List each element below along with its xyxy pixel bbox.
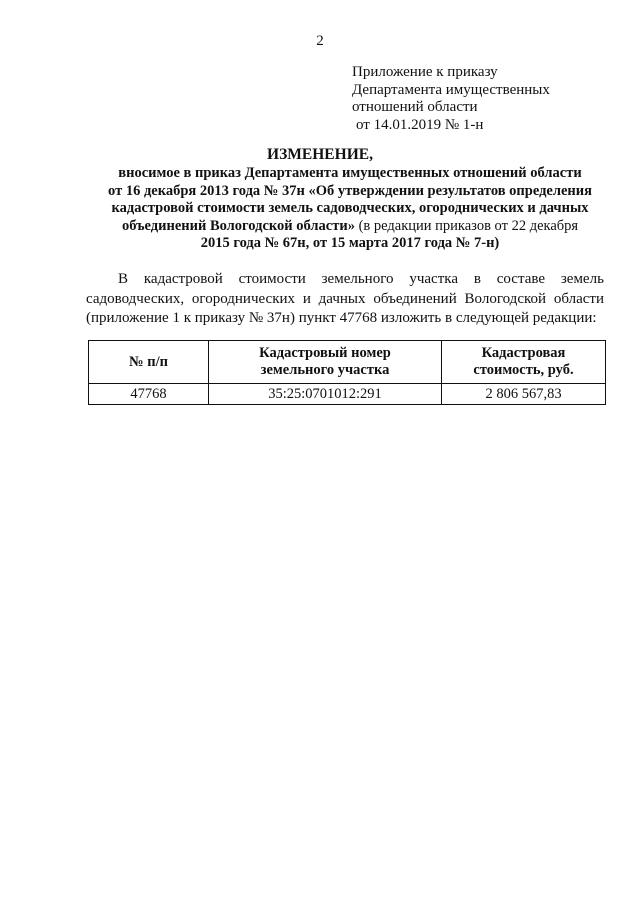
- word: дачных: [318, 290, 366, 307]
- header-cadastral-value: [442, 341, 606, 384]
- subtitle-line: кадастровой стоимости земель садоводческих, огороднических и дачных: [111, 200, 589, 216]
- cadastral-table: [88, 340, 606, 405]
- header-line: Кадастровая: [481, 345, 566, 361]
- subtitle-line: вносимое в приказ Департамента имущественных отношений области: [118, 165, 582, 181]
- header-number: № п/п: [89, 341, 209, 384]
- word: и: [302, 290, 311, 307]
- paragraph-text: (приложение 1 к приказу № 37н) пункт 47768 изложить в следующей редакции:: [86, 310, 597, 326]
- subtitle-line: объединений Вологодской области»: [121, 217, 355, 234]
- word: составе: [496, 271, 546, 287]
- document-subtitle: [80, 165, 620, 253]
- appendix-line: Департамента имущественных: [352, 81, 550, 98]
- cell-number: 47768: [89, 384, 209, 405]
- word: садоводческих,: [86, 290, 185, 307]
- word: объединений: [373, 290, 457, 307]
- paragraph-line-1: [86, 270, 604, 290]
- page-number: 2: [316, 33, 324, 49]
- appendix-block: [352, 64, 550, 134]
- word: области: [553, 290, 604, 307]
- appendix-date-line: от 14.01.2019 № 1-н: [356, 116, 484, 133]
- word: В: [118, 271, 129, 287]
- header-line: стоимость, руб.: [473, 362, 574, 378]
- table-header-row: [89, 341, 606, 384]
- word: земельного: [321, 271, 394, 287]
- subtitle-line: от 16 декабря 2013 года № 37н «Об утверждении результатов определения: [108, 182, 592, 199]
- cell-cadastral-number: 35:25:0701012:291: [209, 384, 442, 405]
- subtitle-line: 2015 года № 67н, от 15 марта 2017 года № 7-н): [200, 235, 500, 251]
- appendix-line: отношений области: [352, 99, 478, 115]
- word: кадастровой: [143, 271, 223, 287]
- paragraph-line-3: [86, 309, 604, 329]
- header-cadastral-number: [209, 341, 442, 384]
- body-paragraph: [86, 270, 604, 329]
- cell-value: 2 806 567,83: [442, 384, 606, 405]
- word: огороднических: [191, 290, 296, 307]
- word: участка: [409, 271, 458, 287]
- table-row: [89, 384, 606, 405]
- appendix-line: Приложение к приказу: [352, 64, 498, 80]
- subtitle-line-normal: (в редакции приказов от 22 декабря: [354, 217, 579, 234]
- paragraph-line-2: [86, 290, 604, 310]
- word: земель: [560, 271, 604, 287]
- header-line: Кадастровый номер: [259, 345, 391, 361]
- document-title: ИЗМЕНЕНИЕ,: [267, 146, 373, 163]
- word: в: [473, 271, 481, 287]
- word: Вологодской: [464, 290, 547, 307]
- header-line: земельного участка: [260, 362, 390, 378]
- word: стоимости: [238, 271, 306, 287]
